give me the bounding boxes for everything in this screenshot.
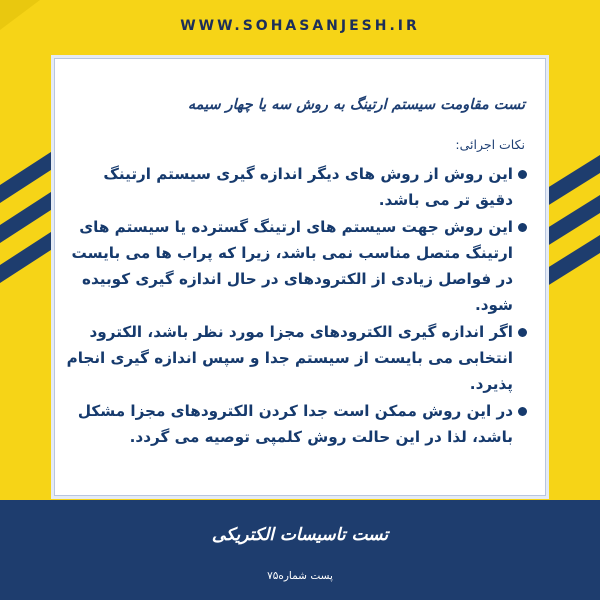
content-card [54, 58, 546, 496]
list-item [65, 398, 527, 451]
bullet-icon [518, 223, 527, 232]
list-item [65, 161, 527, 214]
bullet-icon [518, 328, 527, 337]
bullet-text: این روش جهت سیستم های ارتینگ گسترده یا سیستم های ارتینگ متصل مناسب نمی باشد، زیرا که پراب ها می بایست در فواصل زیادی از الکترودهای در حال اندازه گیری کوبیده شود. [71, 217, 513, 315]
website-url[interactable]: WWW.SOHASANJESH.IR [180, 18, 420, 34]
bullet-icon [518, 407, 527, 416]
bullet-text: این روش از روش های دیگر اندازه گیری سیستم ارتینگ دقیق تر می باشد. [103, 165, 513, 210]
bullet-icon [518, 170, 527, 179]
bullet-text: در این روش ممکن است جدا کردن الکترودهای مجزا مشکل باشد، لذا در این حالت روش کلمپی توصیه می گردد. [77, 401, 513, 446]
list-item [65, 319, 527, 398]
bullet-list [65, 161, 527, 450]
post-number: پست شماره۷۵ [267, 570, 333, 582]
footer-title: تست تاسیسات الکتریکی [211, 525, 389, 545]
card-title: تست مقاومت سیستم ارتینگ به روش سه یا چهار سیمه [187, 97, 525, 113]
footer-band [0, 500, 600, 600]
list-item [65, 214, 527, 319]
bullet-text: اگر اندازه گیری الکترودهای مجزا مورد نظر باشد، الکترود انتخابی می بایست از سیستم جدا و سپس اندازه گیری انجام پذیرد. [66, 322, 513, 394]
section-subtitle: نکات اجرائی: [455, 137, 525, 152]
